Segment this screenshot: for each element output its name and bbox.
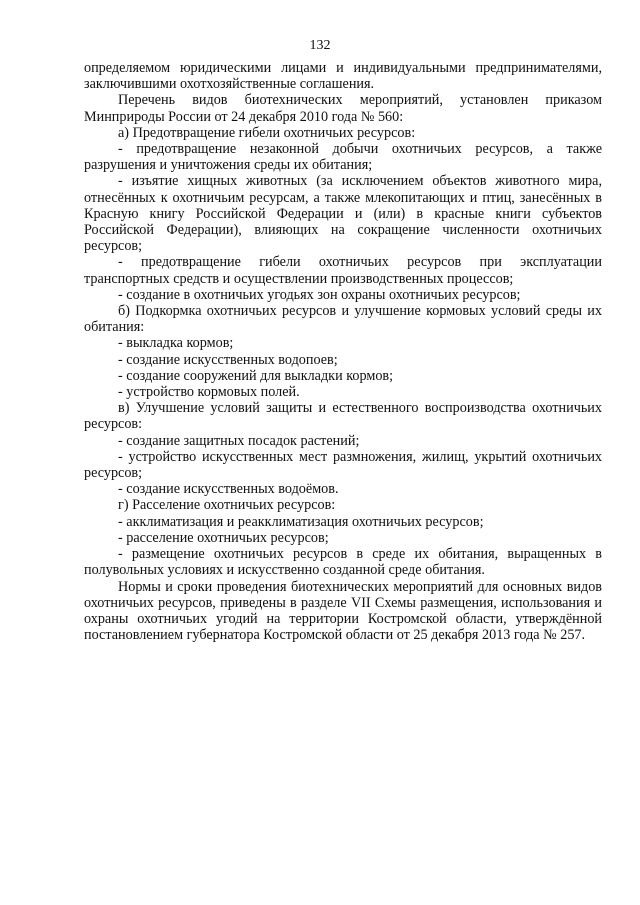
paragraph: г) Расселение охотничьих ресурсов:: [118, 497, 336, 514]
paragraph: - размещение охотничьих ресурсов в среде их обитания, выращенных в полувольных условиях и искусственно созданной среде обитания.: [84, 546, 602, 579]
paragraph: а) Предотвращение гибели охотничьих ресурсов:: [118, 124, 416, 141]
paragraph: - выкладка кормов;: [118, 335, 234, 352]
paragraph: - создание защитных посадок растений;: [118, 432, 360, 449]
paragraph: - предотвращение незаконной добычи охотничьих ресурсов, а также разрушения и уничтожения среды их обитания;: [84, 141, 602, 174]
paragraph: Нормы и сроки проведения биотехнических мероприятий для основных видов охотничьих ресурсов, приведены в разделе VII Схемы размещения, использования и охраны охотничьих угодий на территории Костромской области, утверждённой постановлением губернатора Костромской области от 25 декабря 2013 года № 257.: [84, 578, 602, 644]
page-number: 132: [309, 38, 331, 53]
paragraph: - расселение охотничьих ресурсов;: [118, 529, 329, 546]
paragraph: - предотвращение гибели охотничьих ресурсов при эксплуатации транспортных средств и осуществлении производственных процессов;: [84, 254, 602, 287]
paragraph: - создание искусственных водопоев;: [118, 351, 338, 368]
paragraph: - изъятие хищных животных (за исключением объектов животного мира, отнесённых к охотничьим ресурсам, а также млекопитающих и птиц, занесённых в Красную книгу Российской Федерации и (или) в красные книги субъектов Российской Федерации), влияющих на сокращение численности охотничьих ресурсов;: [84, 173, 602, 255]
document-body: [84, 60, 602, 643]
paragraph: определяемом юридическими лицами и индивидуальными предпринимателями, заключившими охотхозяйственные соглашения.: [84, 60, 602, 93]
paragraph: - создание сооружений для выкладки кормов;: [118, 367, 394, 384]
paragraph: в) Улучшение условий защиты и естественного воспроизводства охотничьих ресурсов:: [84, 400, 602, 433]
paragraph: - устройство кормовых полей.: [118, 384, 300, 401]
paragraph: - создание в охотничьих угодьях зон охраны охотничьих ресурсов;: [118, 286, 521, 303]
paragraph: - создание искусственных водоёмов.: [118, 481, 339, 498]
paragraph: б) Подкормка охотничьих ресурсов и улучшение кормовых условий среды их обитания:: [84, 303, 602, 336]
paragraph: - устройство искусственных мест размножения, жилищ, укрытий охотничьих ресурсов;: [84, 448, 602, 482]
paragraph: Перечень видов биотехнических мероприятий, установлен приказом Минприроды России от 24 декабря 2010 года № 560:: [84, 92, 602, 125]
paragraph: - акклиматизация и реакклиматизация охотничьих ресурсов;: [118, 513, 484, 530]
